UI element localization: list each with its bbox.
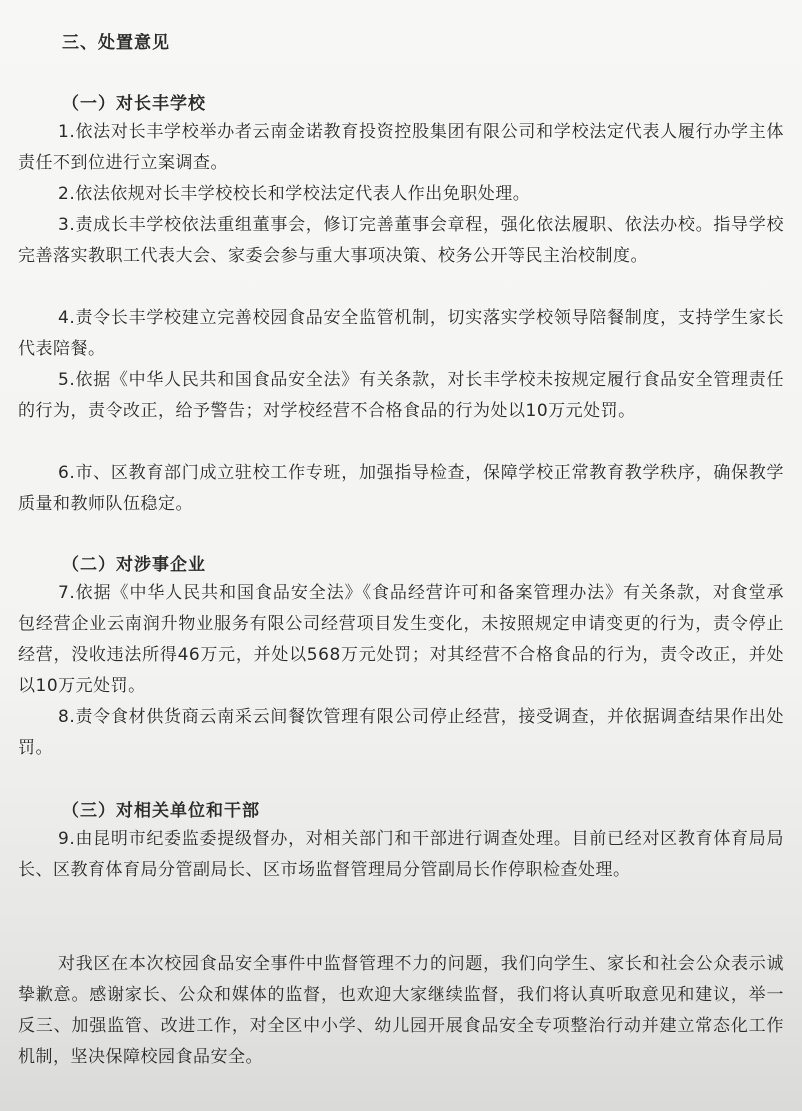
- paragraph-item-2: 2.依法依规对长丰学校校长和学校法定代表人作出免职处理。: [58, 184, 531, 204]
- paragraph-item-7: 7.依据《中华人民共和国食品安全法》《食品经营许可和备案管理办法》有关条款，对食堂承包经营企业云南润升物业服务有限公司经营项目发生变化，未按照规定申请变更的行为，责令停止经营，没收违法所得46万元，并处以568万元处罚；对其经营不合格食品的行为，责令改正，并处以10万元处罚。: [18, 583, 784, 696]
- part3-title: （三）对相关单位和干部: [62, 801, 260, 821]
- part1-title: （一）对长丰学校: [62, 94, 206, 114]
- part2-title: （二）对涉事企业: [62, 555, 206, 575]
- paragraph-item-4: 4.责令长丰学校建立完善校园食品安全监管机制，切实落实学校领导陪餐制度，支持学生家长代表陪餐。: [18, 308, 784, 359]
- paragraph-item-1: 1.依法对长丰学校举办者云南金诺教育投资控股集团有限公司和学校法定代表人履行办学主体责任不到位进行立案调查。: [18, 122, 784, 173]
- section-title: 三、处置意见: [62, 33, 170, 53]
- paragraph-item-5: 5.依据《中华人民共和国食品安全法》有关条款，对长丰学校未按规定履行食品安全管理责任的行为，责令改正，给予警告；对学校经营不合格食品的行为处以10万元处罚。: [18, 370, 784, 421]
- paragraph-item-6: 6.市、区教育部门成立驻校工作专班，加强指导检查，保障学校正常教育教学秩序，确保教学质量和教师队伍稳定。: [18, 463, 784, 514]
- paragraph-item-9: 9.由昆明市纪委监委提级督办，对相关部门和干部进行调查处理。目前已经对区教育体育局局长、区教育体育局分管副局长、区市场监督管理局分管副局长作停职检查处理。: [18, 829, 784, 880]
- paragraph-item-8: 8.责令食材供货商云南采云间餐饮管理有限公司停止经营，接受调查，并依据调查结果作出处罚。: [18, 707, 784, 758]
- paragraph-item-3: 3.责成长丰学校依法重组董事会，修订完善董事会章程，强化依法履职、依法办校。指导学校完善落实教职工代表大会、家委会参与重大事项决策、校务公开等民主治校制度。: [18, 215, 784, 266]
- closing-paragraph: 对我区在本次校园食品安全事件中监督管理不力的问题，我们向学生、家长和社会公众表示诚挚歉意。感谢家长、公众和媒体的监督，也欢迎大家继续监督，我们将认真听取意见和建议，举一反三、加强监管、改进工作，对全区中小学、幼儿园开展食品安全专项整治行动并建立常态化工作机制，坚决保障校园食品安全。: [18, 954, 784, 1067]
